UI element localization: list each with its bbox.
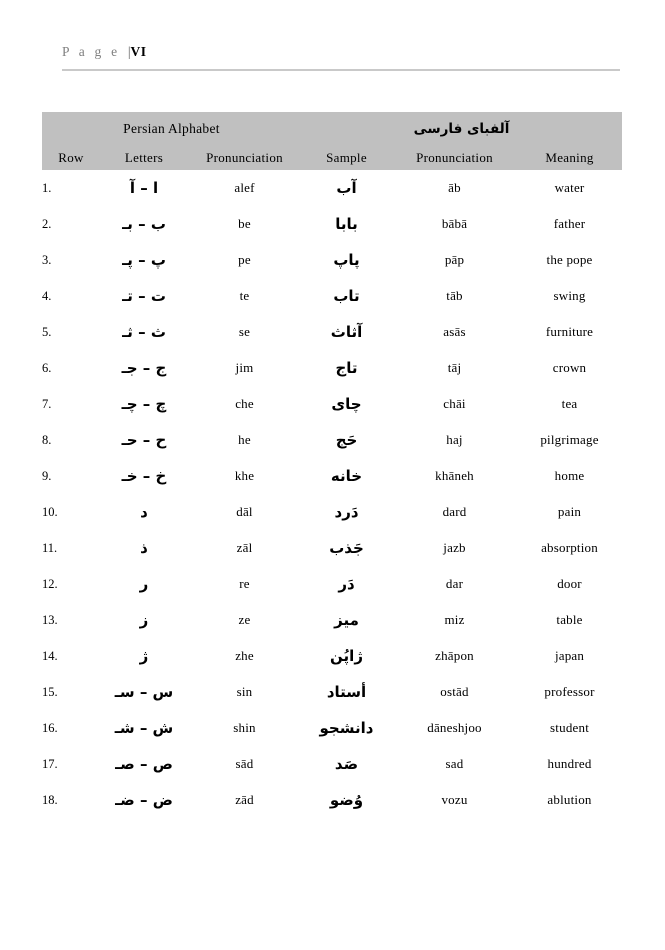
row-number: 3.: [42, 242, 100, 278]
table-row: [42, 386, 622, 422]
table-row: [42, 746, 622, 782]
letter-forms: ز: [100, 602, 188, 638]
row-number: 17.: [42, 746, 100, 782]
letter-pronunciation: dāl: [188, 494, 301, 530]
row-number: 1.: [42, 170, 100, 206]
table-row: [42, 566, 622, 602]
meaning: table: [517, 602, 622, 638]
sample-word: دَر: [301, 566, 392, 602]
sample-pronunciation: chāi: [392, 386, 517, 422]
sample-word: تاب: [301, 278, 392, 314]
row-number: 14.: [42, 638, 100, 674]
letter-pronunciation: se: [188, 314, 301, 350]
letter-pronunciation: jim: [188, 350, 301, 386]
letter-pronunciation: khe: [188, 458, 301, 494]
row-number: 8.: [42, 422, 100, 458]
letter-pronunciation: che: [188, 386, 301, 422]
meaning: home: [517, 458, 622, 494]
table-row: [42, 782, 622, 818]
sample-pronunciation: sad: [392, 746, 517, 782]
sample-pronunciation: dard: [392, 494, 517, 530]
sample-pronunciation: dāneshjoo: [392, 710, 517, 746]
sample-word: أستاد: [301, 674, 392, 710]
sample-pronunciation: jazb: [392, 530, 517, 566]
letter-pronunciation: te: [188, 278, 301, 314]
row-number: 6.: [42, 350, 100, 386]
meaning: hundred: [517, 746, 622, 782]
letter-pronunciation: sin: [188, 674, 301, 710]
sample-word: خانه: [301, 458, 392, 494]
page-number: VI: [130, 44, 147, 59]
table-row: [42, 422, 622, 458]
page-header-separator: |: [127, 44, 131, 59]
letter-forms: ح – حـ: [100, 422, 188, 458]
letter-pronunciation: shin: [188, 710, 301, 746]
row-number: 2.: [42, 206, 100, 242]
meaning: pilgrimage: [517, 422, 622, 458]
letter-forms: پ – پـ: [100, 242, 188, 278]
meaning: crown: [517, 350, 622, 386]
table-row: [42, 530, 622, 566]
column-header-meaning: Meaning: [517, 146, 622, 170]
column-header-pronunciation-sample: Pronunciation: [392, 146, 517, 170]
table-row: [42, 710, 622, 746]
meaning: ablution: [517, 782, 622, 818]
table-title-row: [42, 112, 622, 146]
letter-pronunciation: zhe: [188, 638, 301, 674]
column-header-row: Row: [42, 146, 100, 170]
letter-pronunciation: zāl: [188, 530, 301, 566]
letter-pronunciation: zād: [188, 782, 301, 818]
sample-word: آثاث: [301, 314, 392, 350]
letter-pronunciation: pe: [188, 242, 301, 278]
page-header-divider: [62, 69, 620, 71]
row-number: 13.: [42, 602, 100, 638]
sample-word: وُضو: [301, 782, 392, 818]
persian-alphabet-table: [42, 112, 622, 818]
page-header-label: P a g e: [62, 44, 127, 59]
table-row: [42, 278, 622, 314]
table-row: [42, 350, 622, 386]
table-body: [42, 170, 622, 818]
table-column-header-row: [42, 146, 622, 170]
letter-pronunciation: be: [188, 206, 301, 242]
table-title-persian: آلفبای فارسی: [301, 112, 622, 146]
table-row: [42, 638, 622, 674]
sample-pronunciation: bābā: [392, 206, 517, 242]
letter-forms: ب – بـ: [100, 206, 188, 242]
letter-pronunciation: sād: [188, 746, 301, 782]
row-number: 4.: [42, 278, 100, 314]
table-title-english: Persian Alphabet: [42, 112, 301, 146]
row-number: 18.: [42, 782, 100, 818]
row-number: 12.: [42, 566, 100, 602]
sample-word: تاج: [301, 350, 392, 386]
table-row: [42, 674, 622, 710]
letter-forms: ش – شـ: [100, 710, 188, 746]
table-row: [42, 494, 622, 530]
sample-pronunciation: miz: [392, 602, 517, 638]
letter-forms: س – سـ: [100, 674, 188, 710]
letter-pronunciation: alef: [188, 170, 301, 206]
row-number: 15.: [42, 674, 100, 710]
meaning: pain: [517, 494, 622, 530]
sample-word: ژاپُن: [301, 638, 392, 674]
sample-word: میز: [301, 602, 392, 638]
table-row: [42, 602, 622, 638]
letter-forms: ت – تـ: [100, 278, 188, 314]
sample-word: دَرد: [301, 494, 392, 530]
page-header-text: [62, 44, 620, 60]
letter-forms: ر: [100, 566, 188, 602]
sample-pronunciation: tāb: [392, 278, 517, 314]
row-number: 5.: [42, 314, 100, 350]
table-row: [42, 206, 622, 242]
row-number: 9.: [42, 458, 100, 494]
sample-pronunciation: khāneh: [392, 458, 517, 494]
meaning: furniture: [517, 314, 622, 350]
sample-word: بابا: [301, 206, 392, 242]
sample-word: صَد: [301, 746, 392, 782]
letter-forms: چ – چـ: [100, 386, 188, 422]
table-row: [42, 170, 622, 206]
sample-word: آب: [301, 170, 392, 206]
meaning: father: [517, 206, 622, 242]
row-number: 11.: [42, 530, 100, 566]
sample-word: جَذب: [301, 530, 392, 566]
letter-forms: ا – آ: [100, 170, 188, 206]
letter-pronunciation: ze: [188, 602, 301, 638]
sample-pronunciation: tāj: [392, 350, 517, 386]
sample-pronunciation: haj: [392, 422, 517, 458]
meaning: professor: [517, 674, 622, 710]
table-row: [42, 458, 622, 494]
table-row: [42, 314, 622, 350]
sample-pronunciation: pāp: [392, 242, 517, 278]
table-row: [42, 242, 622, 278]
meaning: door: [517, 566, 622, 602]
letter-pronunciation: re: [188, 566, 301, 602]
sample-pronunciation: asās: [392, 314, 517, 350]
meaning: absorption: [517, 530, 622, 566]
column-header-sample: Sample: [301, 146, 392, 170]
column-header-pronunciation-letter: Pronunciation: [188, 146, 301, 170]
meaning: japan: [517, 638, 622, 674]
meaning: water: [517, 170, 622, 206]
letter-forms: د: [100, 494, 188, 530]
column-header-letters: Letters: [100, 146, 188, 170]
row-number: 16.: [42, 710, 100, 746]
page-running-header: [62, 44, 620, 72]
letter-forms: خ – خـ: [100, 458, 188, 494]
sample-word: دانشجو: [301, 710, 392, 746]
meaning: swing: [517, 278, 622, 314]
letter-forms: ض – ضـ: [100, 782, 188, 818]
sample-word: پاپ: [301, 242, 392, 278]
sample-word: حَج: [301, 422, 392, 458]
letter-forms: ذ: [100, 530, 188, 566]
meaning: tea: [517, 386, 622, 422]
meaning: the pope: [517, 242, 622, 278]
sample-pronunciation: dar: [392, 566, 517, 602]
letter-forms: ژ: [100, 638, 188, 674]
meaning: student: [517, 710, 622, 746]
sample-pronunciation: ostād: [392, 674, 517, 710]
sample-pronunciation: zhāpon: [392, 638, 517, 674]
row-number: 7.: [42, 386, 100, 422]
letter-forms: ث – ثـ: [100, 314, 188, 350]
letter-forms: ج – جـ: [100, 350, 188, 386]
letter-forms: ص – صـ: [100, 746, 188, 782]
sample-pronunciation: āb: [392, 170, 517, 206]
sample-pronunciation: vozu: [392, 782, 517, 818]
sample-word: چای: [301, 386, 392, 422]
row-number: 10.: [42, 494, 100, 530]
letter-pronunciation: he: [188, 422, 301, 458]
